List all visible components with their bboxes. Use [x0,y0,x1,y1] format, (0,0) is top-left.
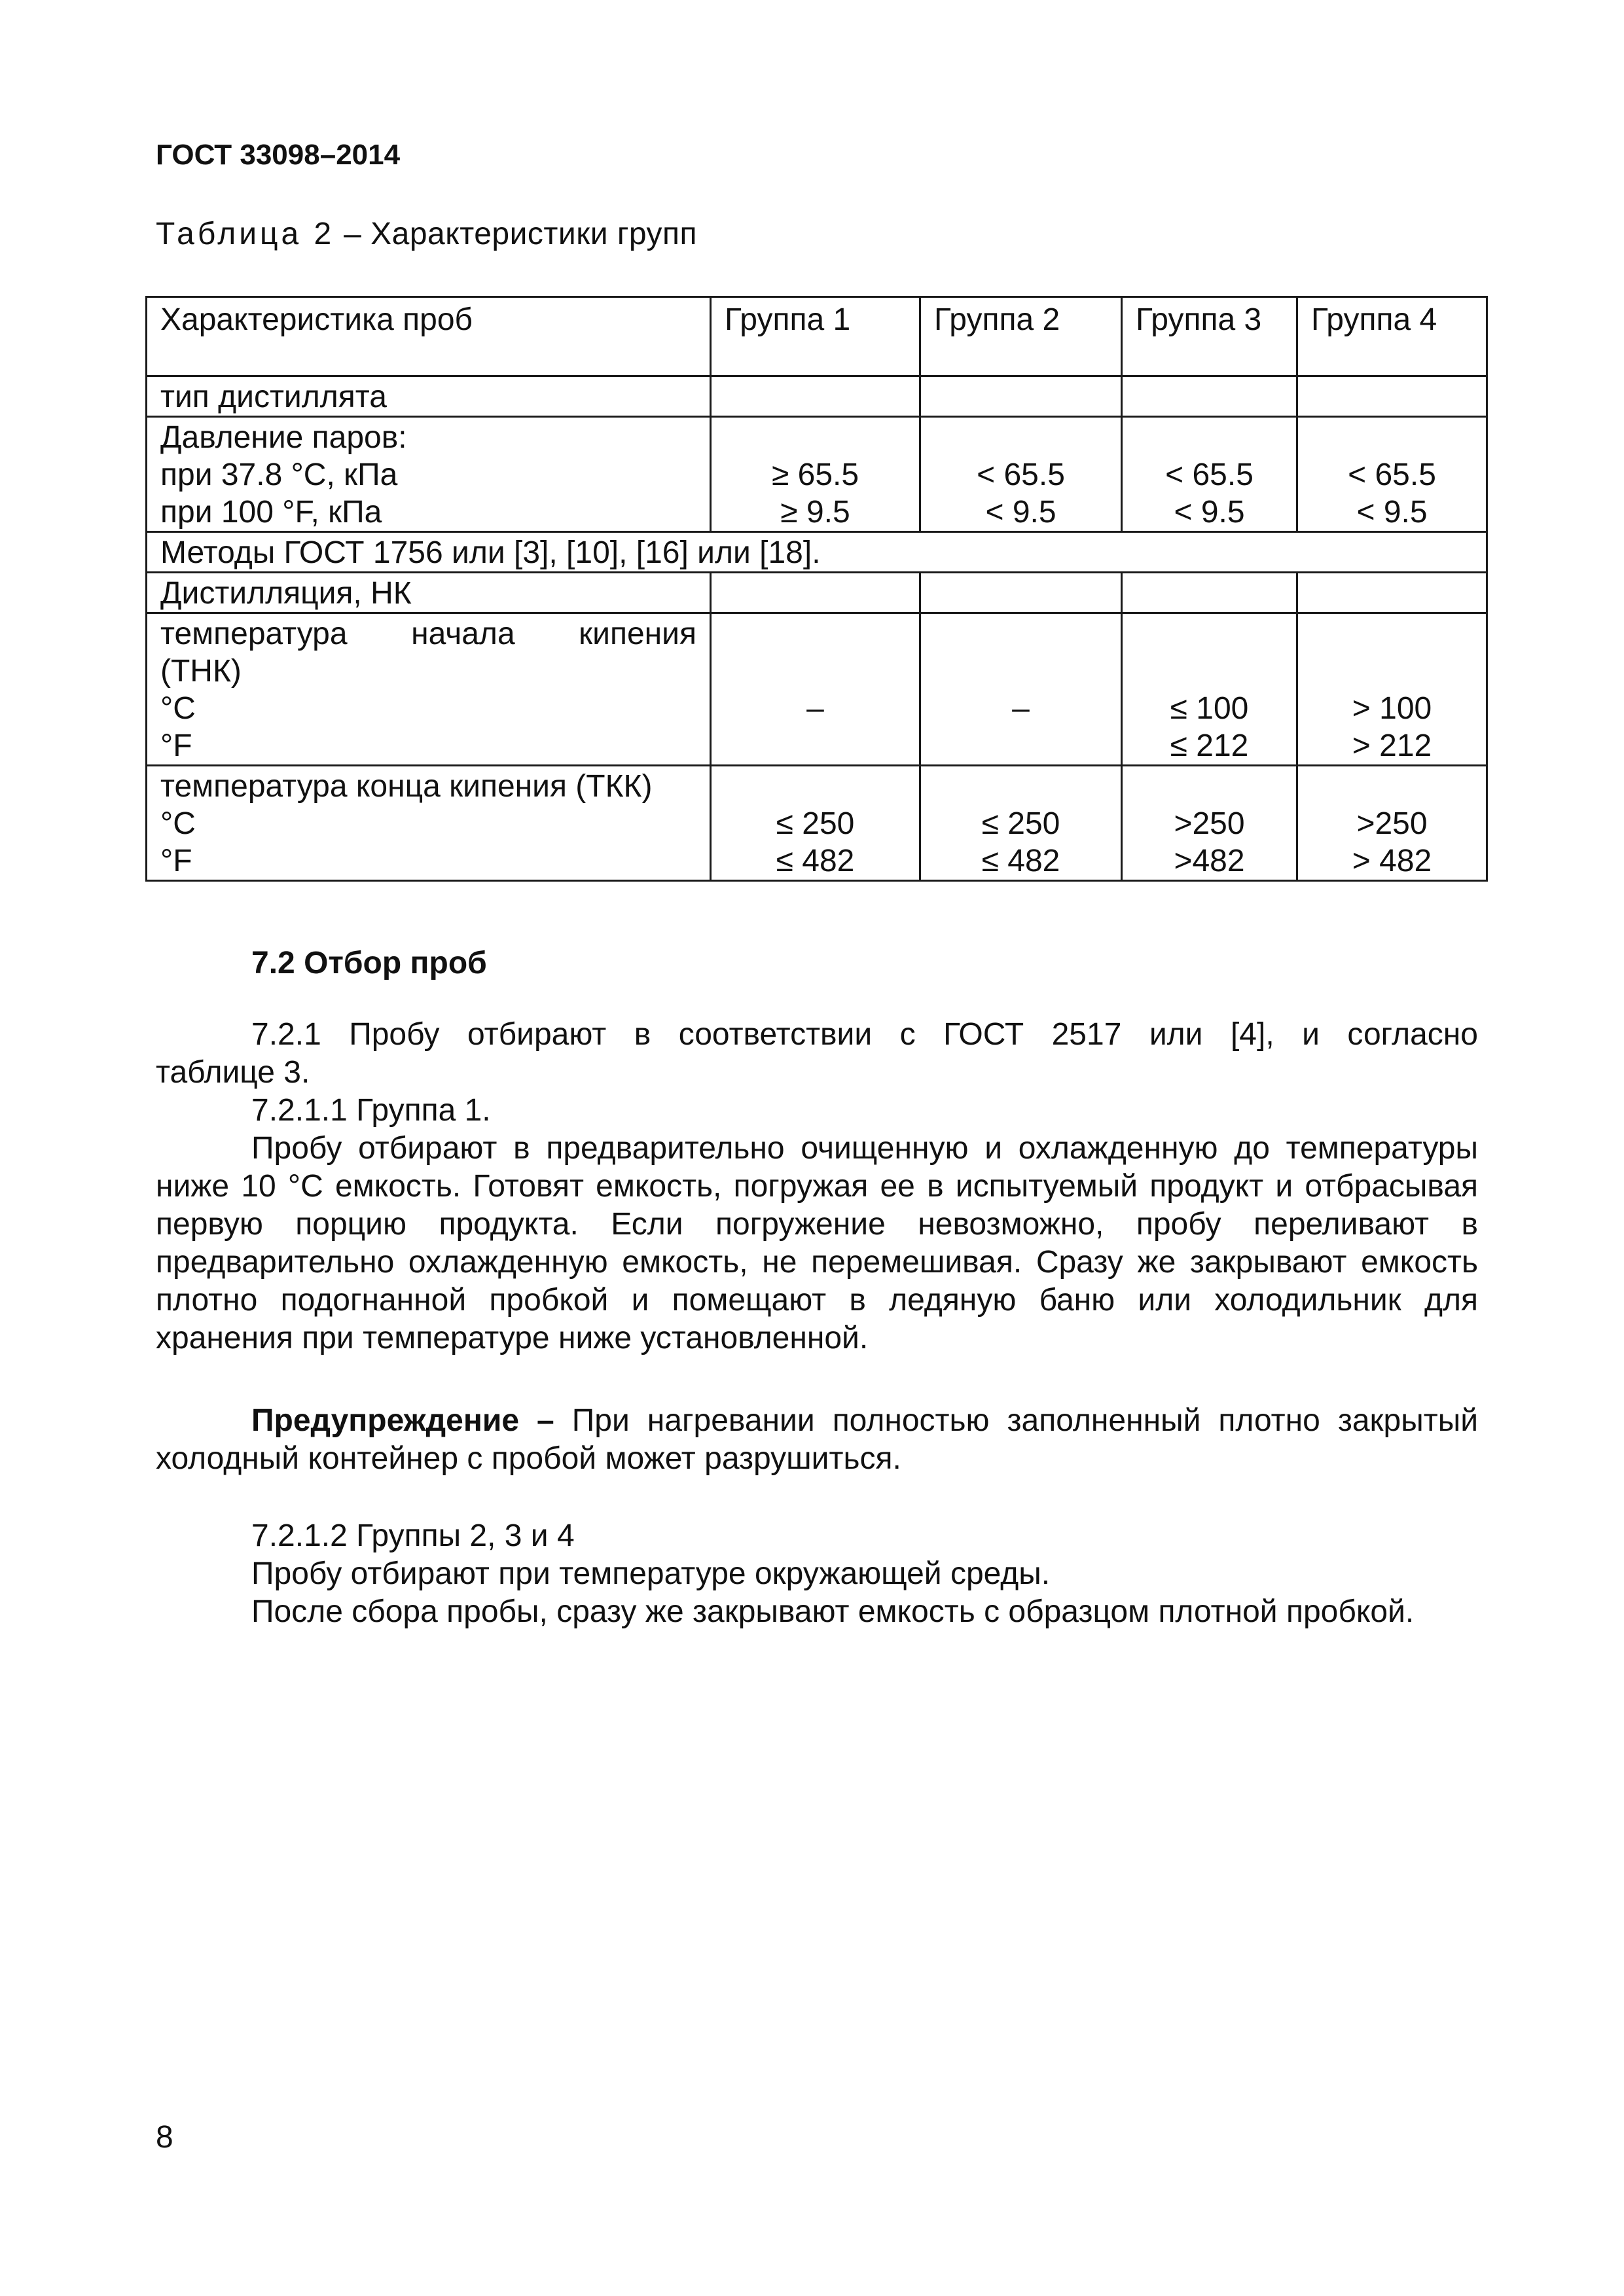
header-group-1: Группа 1 [711,297,920,376]
paragraph-line: 7.2.1 Пробу отбирают в соответствии с ГОСТ 2517 или [4], и согласно [251,1017,1478,1052]
vapor-group-4 [1297,417,1487,532]
header-characteristic: Характеристика проб [147,297,711,376]
unit-fahrenheit: °F [160,844,192,878]
fbp-label [147,766,711,881]
value: < 65.5 [1165,457,1254,492]
value: ≤ 250 [981,806,1060,841]
value: ≤ 482 [981,844,1060,878]
header-group-2: Группа 2 [920,297,1122,376]
empty-cell [711,376,920,417]
paragraph-line: 7.2.1.2 Группы 2, 3 и 4 [251,1518,575,1553]
value: ≤ 250 [776,806,855,841]
header-group-3: Группа 3 [1122,297,1297,376]
empty-cell [920,376,1122,417]
word: кипения [579,617,696,651]
empty-cell [1297,573,1487,613]
vapor-title: Давление паров: [160,420,407,455]
value: < 9.5 [1174,495,1245,529]
ibp-abbr: (ТНК) [160,654,242,689]
value: ≤ 100 [1170,691,1249,726]
fbp-group-3 [1122,766,1297,881]
value: < 65.5 [977,457,1065,492]
document-code: ГОСТ 33098–2014 [156,139,401,171]
value: > 212 [1352,728,1432,763]
value: >250 [1356,806,1428,841]
value: >250 [1174,806,1245,841]
warning-text: При нагревании полностью заполненный плотно закрытый холодный контейнер с пробой может разрушиться. [156,1403,1479,1476]
ibp-title-line [160,615,696,653]
ibp-group-2 [920,613,1122,766]
ibp-group-3 [1122,613,1297,766]
word: начала [411,617,515,651]
vapor-line-f: при 100 °F, кПа [160,495,382,529]
distillation-label: Дистилляция, НК [147,573,711,613]
value: ≥ 65.5 [771,457,859,492]
paragraph-7-2-1-2 [156,1517,1478,1631]
warning [156,1402,1478,1478]
ibp-group-1 [711,613,920,766]
paragraph-line: После сбора пробы, сразу же закрывают емкость с образцом плотной пробкой. [251,1594,1415,1629]
vapor-group-3 [1122,417,1297,532]
distillate-type-label: тип дистиллята [147,376,711,417]
value: < 65.5 [1348,457,1436,492]
table-caption [156,216,697,252]
empty-cell [920,573,1122,613]
table-row-fbp [147,766,1487,881]
value: < 9.5 [985,495,1056,529]
vapor-line-kpa: при 37.8 °С, кПа [160,457,398,492]
paragraph-7-2-1 [156,1016,1478,1357]
paragraph-line: Пробу отбирают при температуре окружающей среды. [251,1556,1051,1591]
page-number: 8 [156,2120,173,2155]
fbp-group-1 [711,766,920,881]
value: > 100 [1352,691,1432,726]
table-row-methods [147,532,1487,573]
methods-cell: Методы ГОСТ 1756 или [3], [10], [16] или [18]. [147,532,1487,573]
value: > 482 [1352,844,1432,878]
unit-celsius: °С [160,691,196,726]
vapor-group-1 [711,417,920,532]
paragraph-group-1: Пробу отбирают в предварительно очищенную и охлажденную до температуры ниже 10 °С емкость. Готовят емкость, погружая ее в испытуемый продукт и отбрасывая первую порцию продукта. Если погружение невозможно, пробу переливают в предварительно охлажденную емкость, не перемешивая. Сразу же закрывают емкость плотно подогнанной пробкой и помещают в ледяную баню или холодильник для хранения при температуре ниже установленной. [156,1131,1478,1355]
section-title: 7.2 Отбор проб [251,946,487,980]
table-caption-title: – Характеристики групп [344,217,697,251]
warning-label: Предупреждение – [251,1403,554,1438]
value: >482 [1174,844,1245,878]
value: ≤ 212 [1170,728,1249,763]
value: – [806,691,824,726]
fbp-group-4 [1297,766,1487,881]
table-row-distillate-type [147,376,1487,417]
empty-cell [1297,376,1487,417]
value: – [1012,691,1030,726]
empty-cell [1122,376,1297,417]
word: температура [160,617,348,651]
table-caption-label: Таблица 2 [156,217,335,251]
fbp-title: температура конца кипения (ТКК) [160,769,653,804]
vapor-pressure-label [147,417,711,532]
ibp-label [147,613,711,766]
table-row-distillation [147,573,1487,613]
empty-cell [711,573,920,613]
table-row-ibp [147,613,1487,766]
groups-table [145,296,1488,882]
value: ≥ 9.5 [780,495,850,529]
unit-celsius: °С [160,806,196,841]
warning-paragraph [156,1402,1478,1478]
paragraph-line: таблице 3. [156,1055,310,1090]
ibp-group-4 [1297,613,1487,766]
table-row-vapor-pressure [147,417,1487,532]
unit-fahrenheit: °F [160,728,192,763]
table-header-row [147,297,1487,376]
empty-cell [1122,573,1297,613]
paragraph-7-2-1-1: 7.2.1.1 Группа 1. [251,1093,491,1128]
value: ≤ 482 [776,844,855,878]
fbp-group-2 [920,766,1122,881]
vapor-group-2 [920,417,1122,532]
value: < 9.5 [1356,495,1428,529]
header-group-4: Группа 4 [1297,297,1487,376]
